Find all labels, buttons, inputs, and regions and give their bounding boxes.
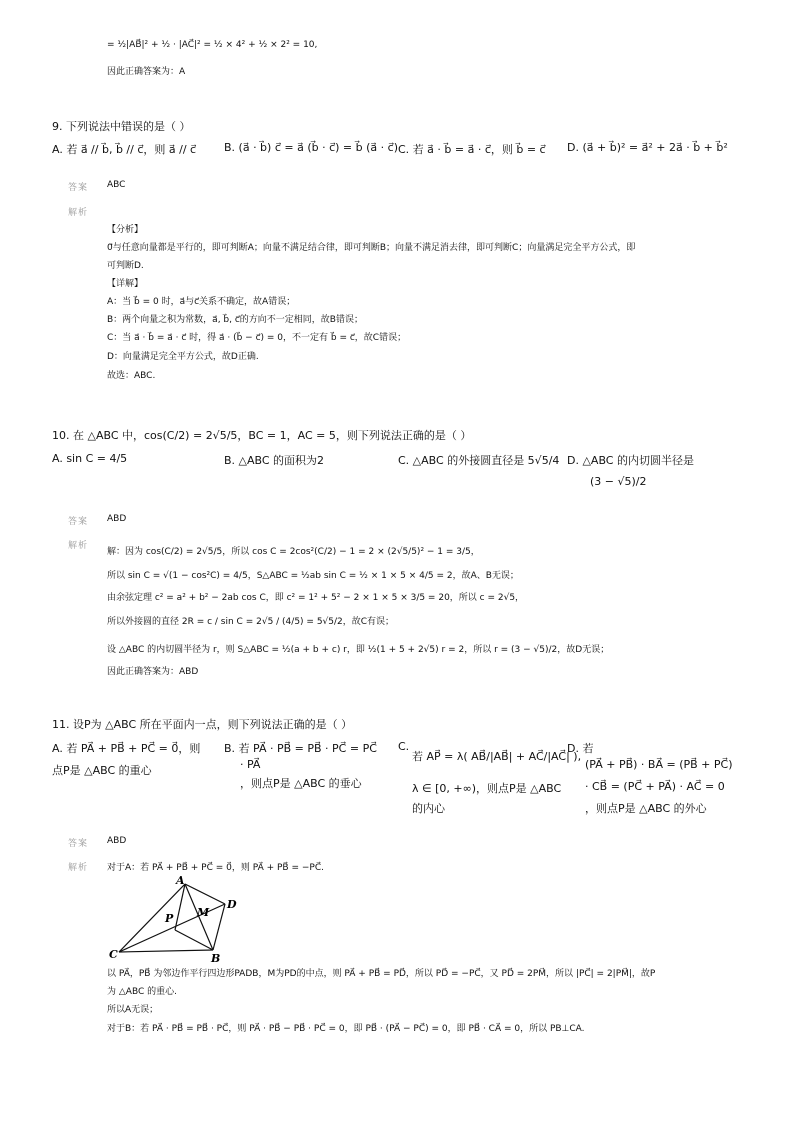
- figure-label-m: M: [197, 906, 210, 919]
- q11-analysis-first: 对于A：若 PA⃗ + PB⃗ + PC⃗ = 0⃗，则 PA⃗ + PB⃗ = −PC⃗.: [107, 863, 324, 873]
- q10-option-a: A. sin C = 4/5: [52, 452, 128, 465]
- q10-option-d-value: (3 − √5)/2: [590, 475, 647, 488]
- q10-answer-label: 答案: [68, 517, 89, 527]
- figure-label-b: B: [211, 952, 221, 964]
- q9-analysis-line: 【分析】: [107, 225, 144, 235]
- q11-option-b-line2: · PA⃗: [240, 758, 261, 771]
- q9-answer: ABC: [107, 180, 126, 190]
- q11-analysis-line: 对于B：若 PA⃗ · PB⃗ = PB⃗ · PC⃗，则 PA⃗ · PB⃗ − PB⃗ · PC⃗ = 0，即 PB⃗ · (PA⃗ − PC⃗) = 0，即 PB⃗ · CA⃗ = 0，所以 PB⊥CA.: [107, 1024, 585, 1034]
- segment-ac: [119, 884, 185, 952]
- q9-analysis-line: A：当 b⃗ = 0 时，a⃗与c⃗关系不确定，故A错误；: [107, 297, 296, 307]
- q10-analysis-line: 解：因为 cos(C/2) = 2√5/5，所以 cos C = 2cos²(C/2) − 1 = 2 × (2√5/5)² − 1 = 3/5，: [107, 547, 480, 557]
- q9-option-c: C. 若 a⃗ · b⃗ = a⃗ · c⃗，则 b⃗ = c⃗: [398, 143, 546, 156]
- q10-analysis-line: 所以 sin C = √(1 − cos²C) = 4/5，S△ABC = ½ab sin C = ½ × 1 × 5 × 4/5 = 2，故A、B无误；: [107, 571, 519, 581]
- q10-answer: ABD: [107, 514, 127, 524]
- q11-analysis-line: 所以A无误；: [107, 1005, 159, 1015]
- q11-option-a: A. 若 PA⃗ + PB⃗ + PC⃗ = 0⃗，则: [52, 742, 201, 755]
- q11-option-b-line3: ，则点P是 △ABC 的垂心: [240, 777, 362, 790]
- q9-analysis-line: 【详解】: [107, 279, 144, 289]
- q11-option-b: B. 若 PA⃗ · PB⃗ = PB⃗ · PC⃗ = PC⃗: [224, 742, 377, 755]
- q11-option-c-line4: 的内心: [412, 802, 445, 815]
- q9-analysis-line: 0⃗与任意向量都是平行的，即可判断A；向量不满足结合律，即可判断B；向量不满足消去律，即可判断C；向量满足完全平方公式，即: [107, 243, 636, 253]
- top-conclusion: 因此正确答案为：A: [107, 67, 186, 77]
- q11-option-c: C.: [398, 740, 410, 753]
- q11-answer-label: 答案: [68, 839, 89, 849]
- q9-analysis-line: B：两个向量之积为常数，a⃗, b⃗, c⃗的方向不一定相同，故B错误；: [107, 315, 363, 325]
- figure-label-a: A: [176, 874, 185, 887]
- top-formula: = ½|AB⃗|² + ½ · |AC⃗|² = ½ × 4² + ½ × 2² = 10,: [107, 40, 318, 50]
- segment-cb: [119, 950, 213, 952]
- q9-analysis-line: 故选：ABC.: [107, 371, 156, 381]
- segment-db: [213, 904, 225, 950]
- q9-option-d: D. (a⃗ + b⃗)² = a⃗² + 2a⃗ · b⃗ + b⃗²: [567, 141, 728, 154]
- figure-label-p: P: [165, 912, 174, 925]
- figure-label-c: C: [109, 948, 118, 961]
- q9-stem: 9. 下列说法中错误的是（ ）: [52, 120, 191, 133]
- q11-analysis-line: 为 △ABC 的重心.: [107, 987, 177, 997]
- q11-analysis-label: 解析: [68, 863, 89, 873]
- q11-option-d-line3: · CB⃗ = (PC⃗ + PA⃗) · AC⃗ = 0: [585, 780, 725, 793]
- q10-option-d: D. △ABC 的内切圆半径是: [567, 454, 694, 467]
- q11-option-c-line3: λ ∈ [0, +∞)，则点P是 △ABC: [412, 782, 562, 795]
- q9-analysis-line: 可判断D.: [107, 261, 144, 271]
- q9-answer-label: 答案: [68, 183, 89, 193]
- q10-analysis-label: 解析: [68, 541, 89, 551]
- q9-option-a: A. 若 a⃗ // b⃗, b⃗ // c⃗，则 a⃗ // c⃗: [52, 143, 197, 156]
- q11-option-d-line2: (PA⃗ + PB⃗) · BA⃗ = (PB⃗ + PC⃗): [585, 758, 733, 771]
- q11-option-a-line2: 点P是 △ABC 的重心: [52, 764, 152, 777]
- q10-option-b: B. △ABC 的面积为2: [224, 454, 325, 467]
- figure-label-d: D: [227, 898, 237, 911]
- q9-analysis-label: 解析: [68, 208, 89, 218]
- q11-option-c-line2: 若 AP⃗ = λ( AB⃗/|AB⃗| + AC⃗/|AC⃗| ),: [412, 750, 582, 763]
- segment-pb: [175, 930, 213, 950]
- q9-option-b: B. (a⃗ · b⃗) c⃗ = a⃗ (b⃗ · c⃗) = b⃗ (a⃗ · c⃗): [224, 141, 398, 154]
- q10-analysis-line: 因此正确答案为：ABD: [107, 667, 199, 677]
- q10-stem: 10. 在 △ABC 中，cos(C/2) = 2√5/5，BC = 1，AC = 5，则下列说法正确的是（ ）: [52, 429, 472, 442]
- q11-stem: 11. 设P为 △ABC 所在平面内一点，则下列说法正确的是（ ）: [52, 718, 353, 731]
- q10-analysis-line: 所以外接圆的直径 2R = c / sin C = 2√5 / (4/5) = 5√5/2，故C有误；: [107, 617, 395, 627]
- q10-analysis-line: 设 △ABC 的内切圆半径为 r，则 S△ABC = ½(a + b + c) r，即 ½(1 + 5 + 2√5) r = 2，所以 r = (3 − √5)/2，故D无误；: [107, 645, 610, 655]
- q9-analysis-line: D：向量满足完全平方公式，故D正确.: [107, 352, 259, 362]
- q9-analysis-line: C：当 a⃗ · b⃗ = a⃗ · c⃗ 时，得 a⃗ · (b⃗ − c⃗) = 0，不一定有 b⃗ = c⃗，故C错误；: [107, 333, 407, 343]
- q10-analysis-line: 由余弦定理 c² = a² + b² − 2ab cos C，即 c² = 1² + 5² − 2 × 1 × 5 × 3/5 = 20，所以 c = 2√5，: [107, 593, 525, 603]
- parallelogram-figure: [105, 872, 245, 964]
- segment-ad: [185, 884, 225, 904]
- q11-option-d-line4: ，则点P是 △ABC 的外心: [585, 802, 707, 815]
- q11-answer: ABD: [107, 836, 127, 846]
- q10-option-c: C. △ABC 的外接圆直径是 5√5/4: [398, 454, 560, 467]
- q11-option-d: D. 若: [567, 742, 594, 755]
- q11-analysis-line: 以 PA⃗，PB⃗ 为邻边作平行四边形PADB，M为PD的中点，则 PA⃗ + PB⃗ = PD⃗，所以 PD⃗ = −PC⃗，又 PD⃗ = 2PM⃗，所以 |PC⃗| = 2|PM⃗|，故P: [107, 969, 656, 979]
